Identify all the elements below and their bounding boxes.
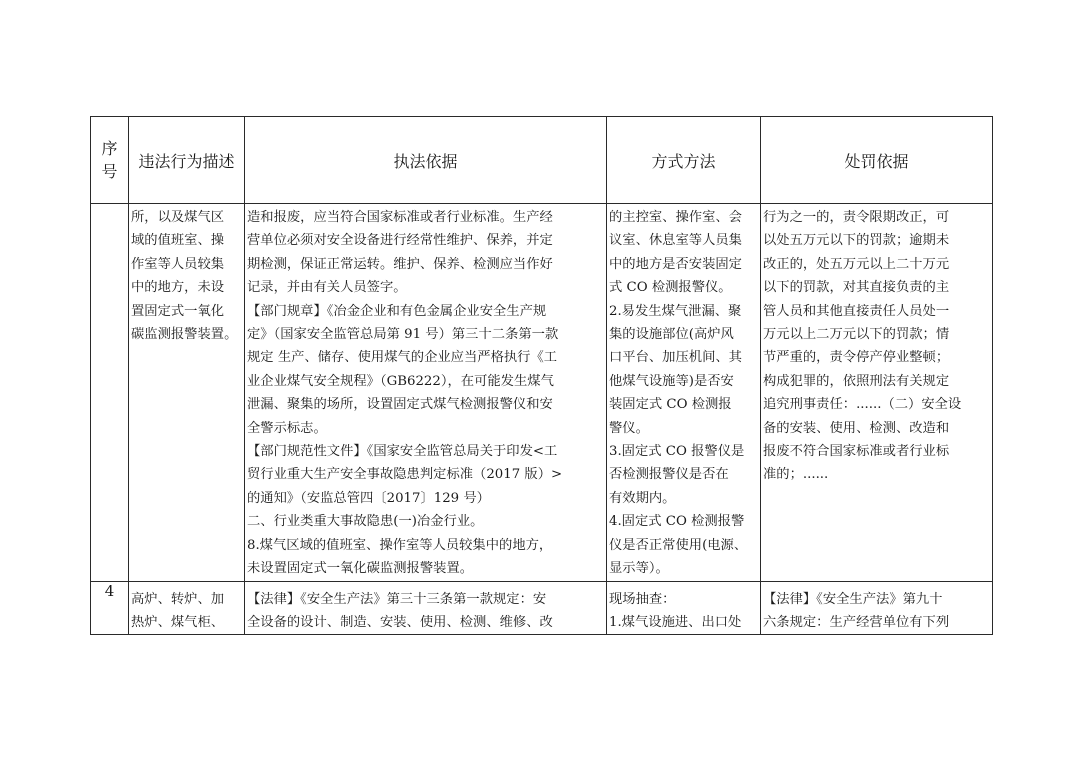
text-line: 1.煤气设施进、出口处 <box>609 614 742 630</box>
row-seq-cell: 4 <box>91 581 129 635</box>
text-line: 准的；...... <box>763 467 829 483</box>
row-method-cell <box>607 581 761 635</box>
text-line: 行为之一的，责令限期改正，可 <box>763 210 950 225</box>
text-line: 2.易发生煤气泄漏、聚 <box>609 303 742 319</box>
text-line: 现场抽查： <box>609 591 676 607</box>
text-line: 以下的罚款，对其直接负责的主 <box>763 280 950 296</box>
text-line: 【部门规范性文件】《国家安全监管总局关于印发<工 <box>247 444 558 460</box>
basis-text <box>245 582 606 635</box>
row-basis-cell <box>245 581 607 635</box>
text-line: 以处五万元以下的罚款；逾期未 <box>763 233 950 249</box>
method-text <box>607 204 760 581</box>
text-line: 【部门规章】《冶金企业和有色金属企业安全生产规 <box>247 303 547 319</box>
text-line: 否检测报警仪是否在 <box>609 467 729 483</box>
text-line: 装固定式 CO 检测报 <box>609 397 732 413</box>
table-header-row <box>91 117 993 204</box>
text-line: 节严重的，责令停产停业整顿； <box>763 350 950 366</box>
text-line: 高炉、转炉、加 <box>131 591 225 607</box>
header-method: 方式方法 <box>607 117 761 204</box>
header-desc: 违法行为描述 <box>129 117 245 204</box>
desc-text <box>129 582 244 635</box>
text-line: 的通知》（安监总管四〔2017〕129 号） <box>247 490 490 506</box>
text-line: 仪是否正常使用(电源、 <box>609 537 748 553</box>
text-line: 集的设施部位(高炉风 <box>609 327 734 343</box>
header-seq-char-2: 号 <box>101 162 118 181</box>
text-line: 显示等）。 <box>609 561 669 577</box>
text-line: 所，以及煤气区 <box>131 210 225 225</box>
text-line: 贸行业重大生产安全事故隐患判定标准（2017 版）> <box>247 467 563 483</box>
header-seq <box>91 117 129 204</box>
text-line: 未设置固定式一氧化碳监测报警装置。 <box>247 561 474 577</box>
text-line: 报废不符合国家标准或者行业标 <box>763 444 950 460</box>
text-line: 8.煤气区域的值班室、操作室等人员较集中的地方， <box>247 537 553 553</box>
row-seq-cell <box>91 204 129 582</box>
row-method-cell <box>607 204 761 582</box>
penalty-text <box>761 582 992 635</box>
text-line: 六条规定：生产经营单位有下列 <box>763 614 950 630</box>
desc-text <box>129 204 244 346</box>
text-line: 管人员和其他直接责任人员处一 <box>763 303 950 319</box>
text-line: 作室等人员较集 <box>131 256 225 272</box>
text-line: 3.固定式 CO 报警仪是 <box>609 444 745 460</box>
text-line: 规定 生产、储存、使用煤气的企业应当严格执行《工 <box>247 350 558 366</box>
text-line: 泄漏、聚集的场所，设置固定式煤气检测报警仪和安 <box>247 397 553 413</box>
text-line: 议室、休息室等人员集 <box>609 233 742 249</box>
text-line: 二、行业类重大事故隐患(一)冶金行业。 <box>247 514 484 530</box>
header-seq-char-1: 序 <box>101 139 118 158</box>
text-line: 热炉、煤气柜、 <box>131 614 225 630</box>
text-line: 追究刑事责任：......（二）安全设 <box>763 397 962 413</box>
header-penalty: 处罚依据 <box>761 117 993 204</box>
row-penalty-cell <box>761 204 993 582</box>
method-text <box>607 582 760 635</box>
row-desc-cell <box>129 204 245 582</box>
text-line: 【法律】《安全生产法》第三十三条第一款规定：安 <box>247 591 547 607</box>
table-row <box>91 581 993 635</box>
text-line: 有效期内。 <box>609 490 676 506</box>
text-line: 【法律】《安全生产法》第九十 <box>763 591 943 607</box>
text-line: 全警示标志。 <box>247 420 327 436</box>
text-line: 式 CO 检测报警仪。 <box>609 280 732 296</box>
basis-text <box>245 204 606 581</box>
text-line: 域的值班室、操 <box>131 233 225 249</box>
text-line: 改正的，处五万元以上二十万元 <box>763 256 950 272</box>
text-line: 记录，并由有关人员签字。 <box>247 280 407 296</box>
text-line: 定》（国家安全监管总局第 91 号）第三十二条第一款 <box>247 327 559 343</box>
text-line: 口平台、加压机间、其 <box>609 350 742 366</box>
text-line: 中的地方是否安装固定 <box>609 256 742 272</box>
penalty-text <box>761 204 992 487</box>
text-line: 备的安装、使用、检测、改造和 <box>763 420 950 436</box>
text-line: 的主控室、操作室、会 <box>609 210 742 225</box>
text-line: 4.固定式 CO 检测报警 <box>609 514 745 530</box>
text-line: 碳监测报警装置。 <box>131 327 238 343</box>
text-line: 业企业煤气安全规程》（GB6222），在可能发生煤气 <box>247 373 554 389</box>
text-line: 万元以上二万元以下的罚款；情 <box>763 327 950 343</box>
row-desc-cell <box>129 581 245 635</box>
table-row <box>91 204 993 582</box>
text-line: 构成犯罪的，依照刑法有关规定 <box>763 373 950 389</box>
law-enforcement-table <box>90 116 993 635</box>
text-line: 全设备的设计、制造、安装、使用、检测、维修、改 <box>247 614 553 630</box>
text-line: 造和报废，应当符合国家标准或者行业标准。生产经 <box>247 210 553 225</box>
text-line: 中的地方，未设 <box>131 280 225 296</box>
text-line: 置固定式一氧化 <box>131 303 225 319</box>
row-basis-cell <box>245 204 607 582</box>
text-line: 营单位必须对安全设备进行经常性维护、保养，并定 <box>247 233 553 249</box>
text-line: 他煤气设施等)是否安 <box>609 373 734 389</box>
text-line: 期检测，保证正常运转。维护、保养、检测应当作好 <box>247 256 553 272</box>
text-line: 警仪。 <box>609 420 649 436</box>
row-penalty-cell <box>761 581 993 635</box>
header-basis: 执法依据 <box>245 117 607 204</box>
